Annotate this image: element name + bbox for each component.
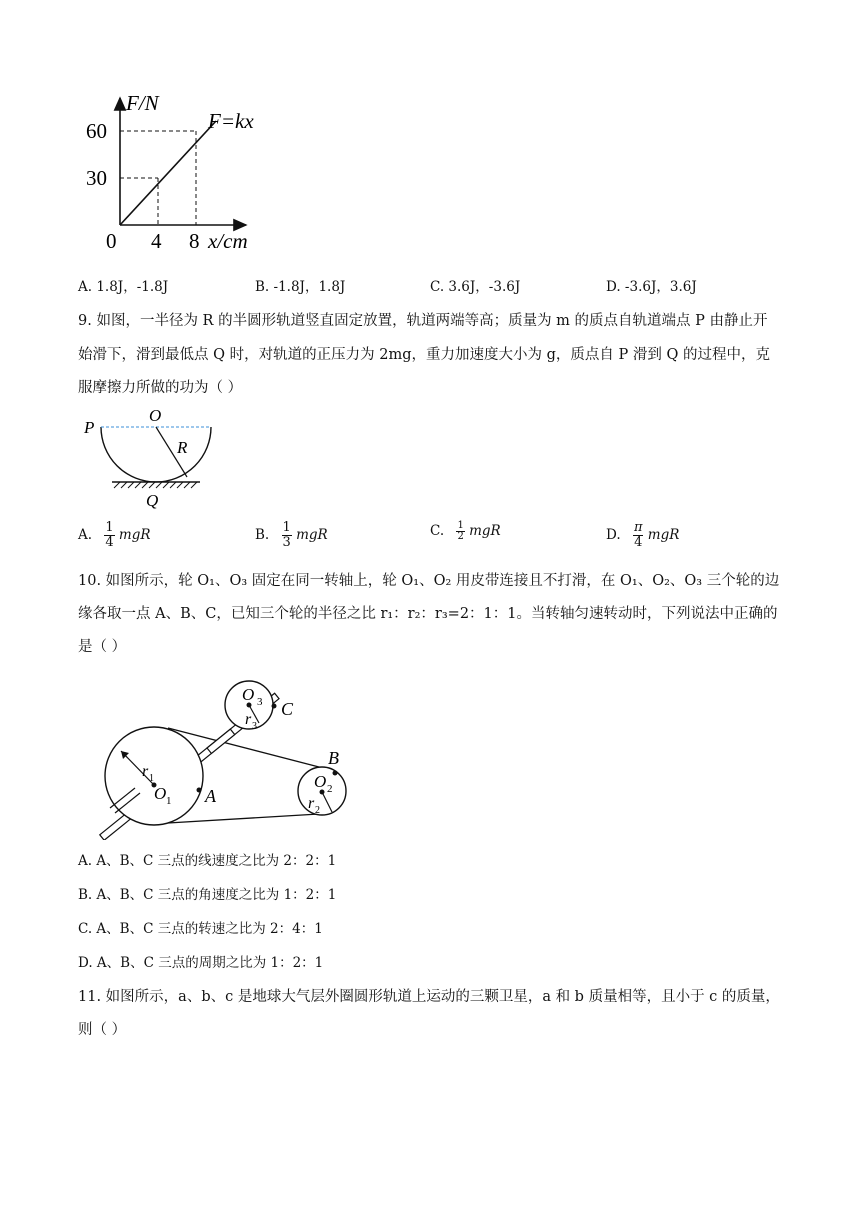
label-r3-sub: 3 [252,721,257,732]
x-tick-8: 8 [189,229,200,253]
q9-option-a-fraction [104,521,114,550]
q10-stem-line-3: 是（ ） [78,639,127,655]
x-tick-4: 4 [151,229,162,253]
label-r1: r [142,763,149,780]
q9-option-d-den: 4 [634,535,643,550]
q9-option-d-fraction [633,521,644,550]
q9-option-d-prefix: D. [606,527,621,543]
label-o1-sub: 1 [166,795,172,807]
q11-stem-line-1: 11. 如图所示，a、b、c 是地球大气层外圈圆形轨道上运动的三颗卫星，a 和 b 质量相等，且小于 c 的质量， [78,989,780,1005]
q9-option-a[interactable] [78,521,151,550]
q10-option-c[interactable]: C. A、B、C 三点的转速之比为 2：4：1 [78,921,323,937]
q9-option-a-den: 4 [105,535,114,550]
wheels-belt-figure [85,668,365,840]
label-r2: r [308,795,315,812]
label-o3: O [242,685,255,704]
q8-option-d[interactable]: D. -3.6J，3.6J [606,279,697,295]
y-tick-30: 30 [86,166,107,190]
q9-option-c-tail: mgR [469,523,501,539]
q9-option-b-fraction [282,521,292,550]
q10-option-b[interactable]: B. A、B、C 三点的角速度之比为 1：2：1 [78,887,337,903]
law-label: F=kx [208,109,254,133]
y-tick-60: 60 [86,119,107,143]
q9-option-b-num: 1 [282,520,291,535]
label-o: O [149,406,162,425]
label-c: C [281,699,294,719]
y-axis-label: F/N [126,91,159,115]
semicircle-track-figure [80,402,230,512]
point-a [197,788,202,793]
label-q: Q [146,491,159,510]
label-o3-sub: 3 [257,696,263,708]
q9-option-b[interactable] [255,521,328,550]
label-r1-sub: 1 [149,773,154,784]
q9-option-c-num: 1 [457,520,464,531]
q9-option-b-tail: mgR [296,527,328,543]
x-tick-0: 0 [106,229,117,253]
label-o2-sub: 2 [327,783,333,795]
force-line [120,121,216,225]
shaft-through-o3 [207,729,235,753]
wheel-o1 [105,727,203,825]
label-r: R [177,438,188,457]
q9-option-a-prefix: A. [78,527,93,543]
q11-stem-line-2: 则（ ） [78,1022,127,1038]
q10-stem-line-2: 缘各取一点 A、B、C，已知三个轮的半径之比 r₁：r₂：r₃=2：1：1。当转轴匀速转动时，下列说法中正确的 [78,606,778,622]
x-axis-label: x/cm [208,229,248,253]
q9-option-a-tail: mgR [118,527,151,543]
point-b [333,771,338,776]
label-r3: r [245,711,252,728]
label-r2-sub: 2 [315,805,320,816]
q9-option-d-tail: mgR [647,527,680,543]
ground-hatch [114,482,197,488]
q9-stem-line-1: 9. 如图，一半径为 R 的半圆形轨道竖直固定放置，轨道两端等高；质量为 m 的质点自轨道端点 P 由静止开 [78,313,768,329]
label-o2: O [314,772,327,791]
point-c [272,704,277,709]
belt-bottom [168,814,319,823]
q9-option-a-num: 1 [105,520,114,535]
q9-option-d[interactable] [606,521,679,550]
q8-option-b[interactable]: B. -1.8J，1.8J [255,279,346,295]
q9-option-c-fraction [456,521,464,542]
q8-option-c[interactable]: C. 3.6J，-3.6J [430,279,521,295]
q10-option-d[interactable]: D. A、B、C 三点的周期之比为 1：2：1 [78,955,324,971]
q9-option-b-den: 3 [282,535,291,550]
q9-option-c-prefix: C. [430,523,445,539]
q8-option-a[interactable]: A. 1.8J，-1.8J [78,279,169,295]
label-o1: O [154,784,167,803]
label-p: P [84,418,95,437]
q9-option-c[interactable] [430,521,501,542]
label-a: A [205,786,216,806]
q9-option-c-den: 2 [457,531,464,542]
q10-stem-line-1: 10. 如图所示，轮 O₁、O₃ 固定在同一转轴上，轮 O₁、O₂ 用皮带连接且不打滑，在 O₁、O₂、O₃ 三个轮的边 [78,573,780,589]
semicircle-track [101,427,211,482]
q10-option-a[interactable]: A. A、B、C 三点的线速度之比为 2：2：1 [78,853,337,869]
q9-stem-line-3: 服摩擦力所做的功为（ ） [78,380,243,396]
spring-force-graph [78,88,278,260]
label-b: B [328,748,339,768]
q9-stem-line-2: 始滑下，滑到最低点 Q 时，对轨道的正压力为 2mg，重力加速度大小为 g，质点自 P 滑到 Q 的过程中，克 [78,347,770,363]
q9-option-b-prefix: B. [255,527,270,543]
q9-option-d-num: π [633,520,643,535]
